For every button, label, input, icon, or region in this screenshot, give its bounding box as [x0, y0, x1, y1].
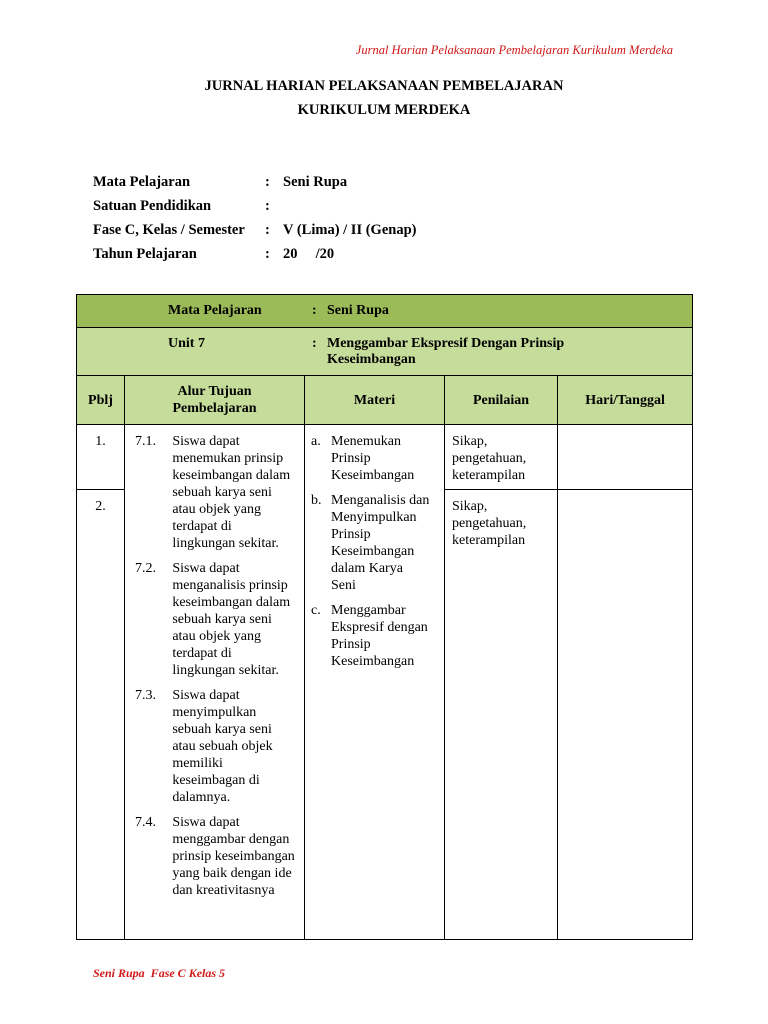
- materi-text: Menggambar Ekspresif dengan Prinsip Keseimbangan: [331, 603, 428, 669]
- header-note: Jurnal Harian Pelaksanaan Pembelajaran Kurikulum Merdeka: [355, 43, 673, 57]
- atp-text: Siswa dapat menemukan prinsip keseimbangan dalam sebuah karya seni atau objek yang terdapat di lingkungan sekitar.: [172, 434, 291, 551]
- atp-text: Siswa dapat menyimpulkan sebuah karya seni atau sebuah objek memiliki keseimbagan di dalamnya.: [172, 688, 273, 805]
- unit-row: [77, 328, 693, 376]
- list-item: [311, 433, 440, 484]
- info-row-school: [93, 198, 416, 222]
- table-header-row: [77, 376, 693, 425]
- table-row: [77, 425, 693, 490]
- info-row-year: [93, 246, 416, 270]
- info-label: Mata Pelajaran: [93, 174, 191, 190]
- atp-number: 7.1.: [135, 434, 156, 449]
- penilaian-cell: Sikap, pengetahuan, keterampilan: [445, 425, 558, 490]
- footer-note: Seni Rupa Fase C Kelas 5: [93, 966, 226, 980]
- unit-separator: :: [312, 336, 317, 351]
- unit-label: Unit 7: [168, 336, 205, 351]
- subject-value: Seni Rupa: [327, 303, 389, 318]
- info-row-subject: [93, 174, 416, 198]
- hari-tanggal-cell: [558, 425, 693, 490]
- list-item: [311, 492, 440, 594]
- info-block: [93, 174, 416, 270]
- subject-row: [77, 295, 693, 328]
- info-label: Fase C, Kelas / Semester: [93, 222, 245, 238]
- materi-letter: c.: [311, 603, 321, 618]
- journal-table: [76, 294, 693, 940]
- document-title-line-2: KURIKULUM MERDEKA: [297, 102, 471, 118]
- atp-number: 7.3.: [135, 688, 156, 703]
- header-penilaian: Penilaian: [445, 376, 558, 425]
- info-separator: :: [265, 198, 270, 214]
- atp-text: Siswa dapat menganalisis prinsip keseimbangan dalam sebuah karya seni atau objek yang terdapat di lingkungan sekitar.: [172, 561, 291, 678]
- info-value: V (Lima) / II (Genap): [283, 222, 417, 238]
- pblj-cell: 1.: [77, 425, 125, 490]
- list-item: [135, 687, 298, 806]
- materi-text: Menganalisis dan Menyimpulkan Prinsip Keseimbangan dalam Karya Seni: [331, 493, 430, 593]
- atp-number: 7.4.: [135, 815, 156, 830]
- subject-separator: :: [312, 303, 317, 318]
- header-materi: Materi: [305, 376, 445, 425]
- info-label: Tahun Pelajaran: [93, 246, 197, 262]
- materi-text: Menemukan Prinsip Keseimbangan: [331, 434, 415, 483]
- header-hari-tanggal: Hari/Tanggal: [558, 376, 693, 425]
- info-separator: :: [265, 222, 270, 238]
- list-item: [135, 433, 298, 552]
- penilaian-cell: Sikap, pengetahuan, keterampilan: [445, 490, 558, 940]
- info-label: Satuan Pendidikan: [93, 198, 212, 214]
- atp-number: 7.2.: [135, 561, 156, 576]
- subject-label: Mata Pelajaran: [168, 303, 262, 318]
- list-item: [135, 814, 298, 899]
- header-alur-tujuan: Alur Tujuan Pembelajaran: [125, 376, 305, 425]
- hari-tanggal-cell: [558, 490, 693, 940]
- atp-text: Siswa dapat menggambar dengan prinsip keseimbangan yang baik dengan ide dan kreativitasnya: [172, 815, 295, 898]
- materi-letter: b.: [311, 493, 322, 508]
- atp-cell: [125, 425, 305, 940]
- header-pblj: Pblj: [77, 376, 125, 425]
- info-value: Seni Rupa: [283, 174, 348, 190]
- materi-letter: a.: [311, 434, 321, 449]
- info-separator: :: [265, 174, 270, 190]
- document-title-line-1: JURNAL HARIAN PELAKSANAAN PEMBELAJARAN: [204, 78, 564, 94]
- pblj-cell: 2.: [77, 490, 125, 940]
- list-item: [135, 560, 298, 679]
- info-separator: :: [265, 246, 270, 262]
- info-row-phase: [93, 222, 416, 246]
- unit-value: Menggambar Ekspresif Dengan Prinsip Keseimbangan: [327, 336, 565, 367]
- materi-cell: [305, 425, 445, 940]
- info-value: 20 /20: [283, 246, 335, 262]
- list-item: [311, 602, 440, 670]
